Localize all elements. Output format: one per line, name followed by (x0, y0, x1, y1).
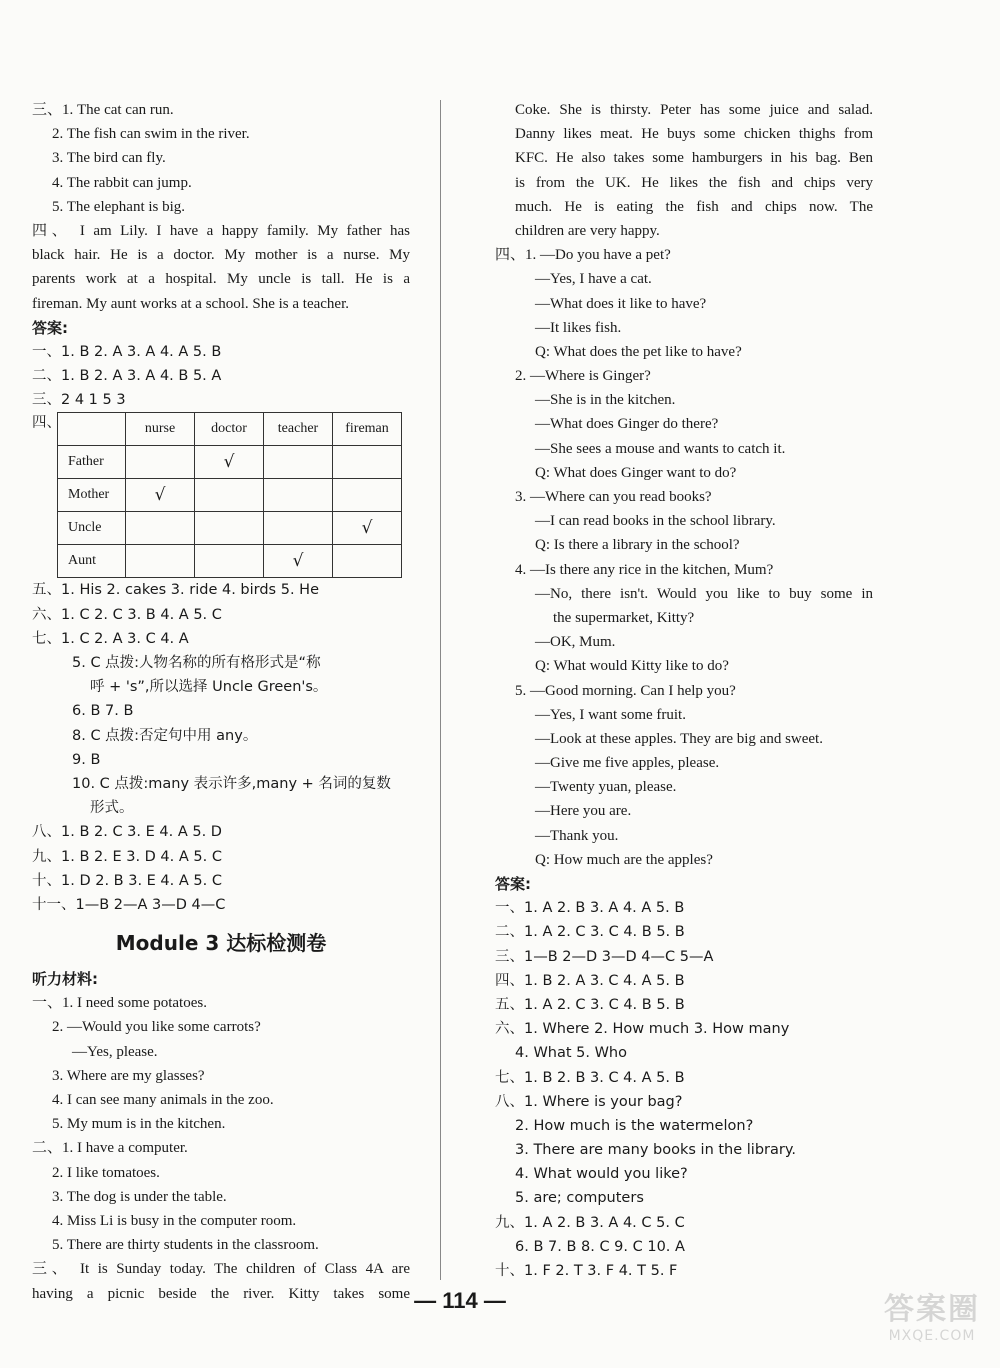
watermark-main: 答案圈 (884, 1292, 980, 1327)
text-line: Q: What does Ginger want to do? (535, 464, 737, 481)
table-row-label: Mother (58, 479, 126, 512)
column-divider (440, 100, 441, 1280)
text-line: 十一、1—B 2—A 3—D 4—C (32, 896, 226, 913)
text-line: 6. B 7. B 8. C 9. C 10. A (515, 1238, 685, 1255)
text-line: 四、1. B 2. A 3. C 4. A 5. B (495, 972, 685, 989)
table-cell (195, 479, 264, 512)
text-line: —Yes, I want some fruit. (535, 706, 686, 723)
table-cell (264, 446, 333, 479)
text-line: 九、1. A 2. B 3. A 4. C 5. C (495, 1214, 685, 1231)
answer-table (57, 412, 402, 578)
table-cell (195, 512, 264, 545)
text-line: is from the UK. He likes the fish and chips very (515, 174, 873, 191)
text-line: 5. C 点拨:人物名称的所有格形式是“称 (72, 655, 321, 671)
text-line: 六、1. Where 2. How much 3. How many (495, 1021, 790, 1038)
text-line: 三、 It is Sunday today. The children of Class 4A are (32, 1261, 410, 1278)
text-line: —Yes, I have a cat. (535, 271, 652, 288)
text-line: 2. —Where is Ginger? (515, 368, 651, 385)
table-cell: √ (195, 446, 264, 479)
text-line: 4. The rabbit can jump. (52, 174, 192, 191)
table-lead: 四、 (32, 415, 61, 432)
table-cell (333, 479, 402, 512)
left-mid-block (32, 578, 410, 917)
table-cell (333, 545, 402, 578)
text-line: 三、1. The cat can run. (32, 102, 174, 118)
text-line: much. He is eating the fish and chips now. The (515, 198, 873, 215)
table-cell (333, 446, 402, 479)
text-line: —Give me five apples, please. (535, 755, 720, 772)
text-line: 9. B (72, 751, 101, 768)
text-line: —OK, Mum. (535, 634, 616, 651)
text-line: Danny likes meat. He buys some chicken thighs from (515, 126, 873, 143)
text-line: 八、1. B 2. C 3. E 4. A 5. D (32, 824, 222, 841)
text-line: fireman. My aunt works at a school. She is a teacher. (32, 295, 349, 312)
text-line: 3. Where are my glasses? (52, 1067, 205, 1084)
text-line: —I can read books in the school library. (535, 513, 776, 530)
text-line: 4. I can see many animals in the zoo. (52, 1092, 274, 1108)
text-line: 答案: (495, 875, 531, 893)
text-line: —What does Ginger do there? (535, 416, 719, 433)
text-line: —Look at these apples. They are big and sweet. (535, 730, 823, 747)
text-line: 2. —Would you like some carrots? (52, 1019, 261, 1036)
text-line: 6. B 7. B (72, 703, 134, 720)
text-line: 六、1. C 2. C 3. B 4. A 5. C (32, 606, 222, 623)
text-line: 二、1. B 2. A 3. A 4. B 5. A (32, 368, 222, 385)
text-line: 三、1—B 2—D 3—D 4—C 5—A (495, 948, 714, 965)
text-line: —No, there isn't. Would you like to buy some in (535, 585, 873, 602)
text-line: Q: How much are the apples? (535, 851, 713, 868)
text-line: 九、1. B 2. E 3. D 4. A 5. C (32, 848, 222, 865)
table-row (58, 479, 402, 512)
answer-table-block (32, 412, 410, 578)
text-line: 5. My mum is in the kitchen. (52, 1116, 226, 1133)
text-line: 八、1. Where is your bag? (495, 1093, 683, 1110)
text-line: —Thank you. (535, 827, 619, 844)
right-column (495, 98, 873, 1283)
text-line: 2. The fish can swim in the river. (52, 126, 250, 143)
text-line: 3. The bird can fly. (52, 150, 166, 167)
text-line: 七、1. C 2. A 3. C 4. A (32, 630, 189, 647)
watermark-sub: MXQE.COM (888, 1328, 976, 1344)
table-header-cell (58, 413, 126, 446)
text-line: 4. Miss Li is busy in the computer room. (52, 1212, 297, 1229)
text-line: Q: What would Kitty like to do? (535, 658, 729, 675)
text-line: 3. There are many books in the library. (515, 1142, 796, 1159)
text-line: 形式。 (90, 800, 134, 817)
table-cell (126, 512, 195, 545)
text-line: 5. There are thirty students in the classroom. (52, 1237, 319, 1254)
text-line: 答案: (32, 318, 68, 337)
table-header-cell: nurse (126, 413, 195, 446)
text-line: 4. What would you like? (515, 1166, 688, 1183)
table-row (58, 512, 402, 545)
text-line: 3. —Where can you read books? (515, 489, 712, 505)
table-row (58, 446, 402, 479)
text-line: 4. What 5. Who (515, 1045, 627, 1062)
text-line: —She sees a mouse and wants to catch it. (535, 440, 786, 457)
table-header-cell: doctor (195, 413, 264, 446)
table-cell (126, 545, 195, 578)
text-line: —Here you are. (535, 803, 632, 820)
table-row (58, 545, 402, 578)
text-line: the supermarket, Kitty? (553, 609, 695, 626)
text-line: 2. How much is the watermelon? (515, 1117, 754, 1134)
text-line: 2. I like tomatoes. (52, 1164, 160, 1181)
table-row-label: Uncle (58, 512, 126, 545)
text-line: 七、1. B 2. B 3. C 4. A 5. B (495, 1069, 685, 1086)
text-line: 二、1. A 2. C 3. C 4. B 5. B (495, 924, 685, 941)
text-line: black hair. He is a doctor. My mother is a nurse. My (32, 247, 410, 264)
table-header-row (58, 413, 402, 446)
text-line: 一、1. B 2. A 3. A 4. A 5. B (32, 343, 222, 360)
table-cell (264, 512, 333, 545)
table-header-cell: fireman (333, 413, 402, 446)
text-line: children are very happy. (515, 222, 660, 239)
text-line: —Yes, please. (72, 1043, 158, 1060)
text-line: 5. are; computers (515, 1190, 644, 1207)
text-line: Q: What does the pet like to have? (535, 343, 742, 360)
table-cell (126, 446, 195, 479)
left-column (32, 98, 410, 1306)
text-line: —What does it like to have? (535, 295, 707, 312)
right-lines-block (495, 98, 873, 1283)
table-cell: √ (333, 512, 402, 545)
table-cell (264, 479, 333, 512)
page-number: — 114 — (414, 1288, 506, 1313)
text-line: 二、1. I have a computer. (32, 1140, 188, 1157)
module-heading: Module 3 达标检测卷 (115, 931, 327, 956)
table-header-cell: teacher (264, 413, 333, 446)
text-line: KFC. He also takes some hamburgers in his bag. Ben (515, 150, 873, 167)
text-line: Coke. She is thirsty. Peter has some juice and salad. (515, 102, 873, 118)
text-line: 8. C 点拨:否定句中用 any。 (72, 727, 258, 744)
text-line: —It likes fish. (535, 319, 622, 336)
text-line: 五、1. A 2. C 3. C 4. B 5. B (495, 996, 685, 1013)
text-line: 听力材料: (32, 970, 98, 989)
text-line: 10. C 点拨:many 表示许多,many + 名词的复数 (72, 775, 391, 792)
text-line: 四、 I am Lily. I have a happy family. My father has (32, 222, 410, 239)
text-line: 4. —Is there any rice in the kitchen, Mum? (515, 561, 774, 578)
text-line: 四、1. —Do you have a pet? (495, 247, 671, 264)
text-line: 5. The elephant is big. (52, 198, 186, 215)
table-row-label: Aunt (58, 545, 126, 578)
left-top-block (32, 98, 410, 412)
text-line: parents work at a hospital. My uncle is tall. He is a (32, 271, 410, 288)
table-cell (195, 545, 264, 578)
text-line: 五、1. His 2. cakes 3. ride 4. birds 5. He (32, 582, 319, 599)
text-line: 十、1. D 2. B 3. E 4. A 5. C (32, 872, 222, 889)
text-line: —She is in the kitchen. (535, 392, 676, 409)
text-line: Q: Is there a library in the school? (535, 537, 740, 554)
text-line: —Twenty yuan, please. (535, 779, 677, 796)
text-line: 三、2 4 1 5 3 (32, 392, 126, 409)
text-line: 3. The dog is under the table. (52, 1188, 227, 1205)
table-cell: √ (264, 545, 333, 578)
left-bottom-block (32, 967, 410, 1306)
text-line: 一、1. I need some potatoes. (32, 995, 207, 1012)
table-row-label: Father (58, 446, 126, 479)
table-cell: √ (126, 479, 195, 512)
text-line: 十、1. F 2. T 3. F 4. T 5. F (495, 1263, 678, 1279)
text-line: 呼 + 's”,所以选择 Uncle Green's。 (90, 679, 328, 696)
text-line: 5. —Good morning. Can I help you? (515, 682, 736, 699)
text-line: having a picnic beside the river. Kitty takes some (32, 1285, 410, 1302)
watermark-logo (882, 1292, 982, 1350)
text-line: 一、1. A 2. B 3. A 4. A 5. B (495, 900, 685, 917)
